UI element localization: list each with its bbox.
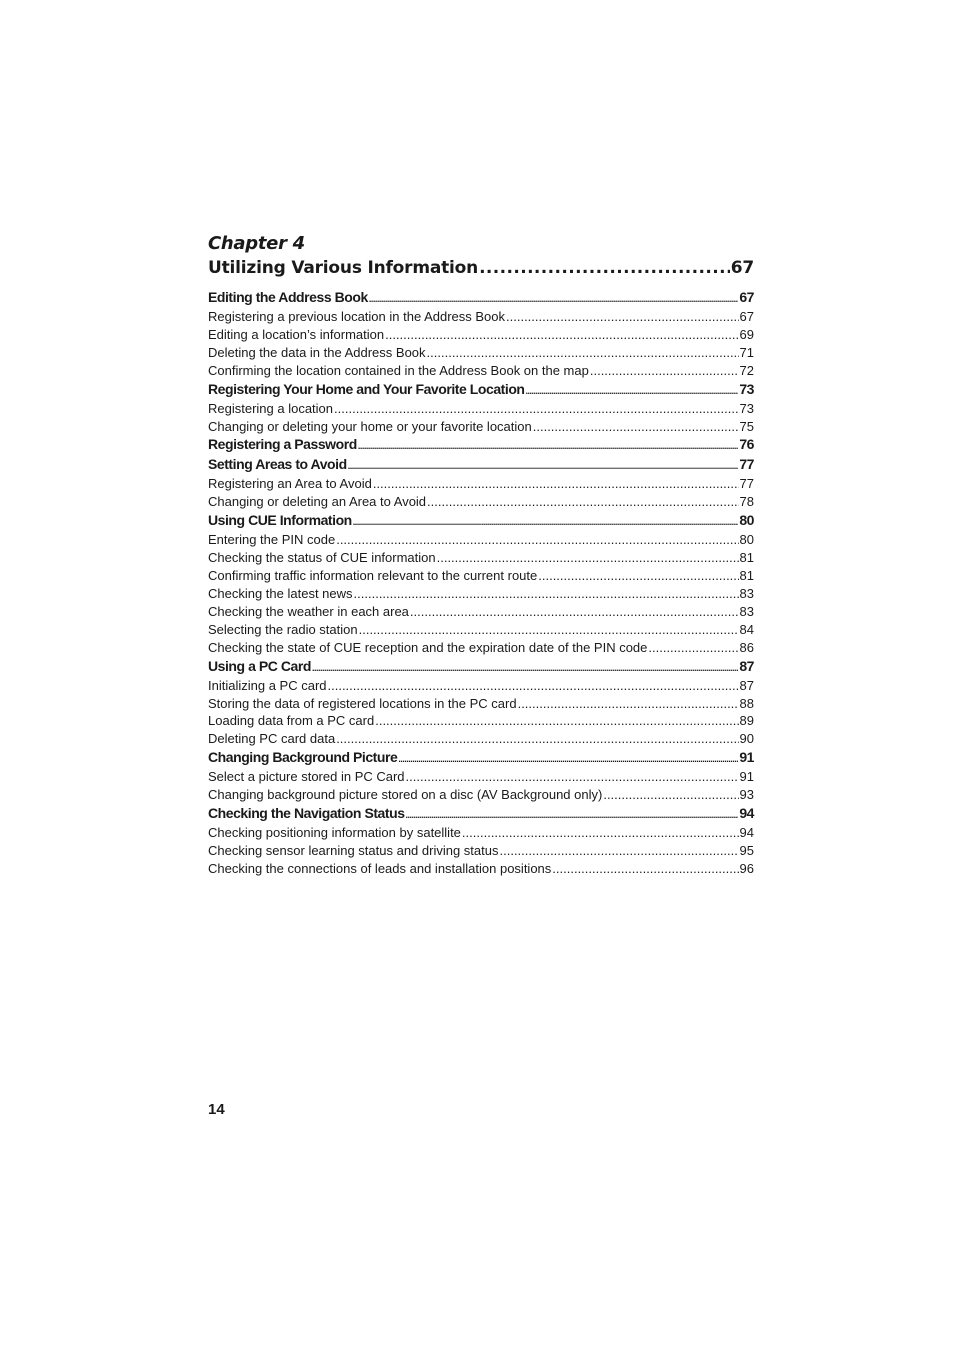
toc-item-title: Registering a location [208, 400, 334, 416]
dot-leader [358, 437, 738, 455]
toc-section-title: Editing the Address Book [208, 289, 368, 305]
dot-leader [427, 344, 739, 362]
dot-leader [312, 659, 738, 677]
dot-leader [506, 308, 739, 326]
toc-section-page-number: 67 [739, 289, 754, 305]
toc-item-page-number: 84 [739, 621, 754, 637]
toc-item-page-number: 83 [739, 603, 754, 619]
toc-item-title: Confirming traffic information relevant to the current route [208, 568, 538, 584]
dot-leader [353, 513, 739, 531]
toc-item-page-number: 94 [739, 825, 754, 841]
toc-section-title: Registering a Password [208, 436, 357, 453]
dot-leader [462, 824, 739, 842]
chapter-label: Chapter 4 [208, 233, 305, 254]
dot-leader [336, 730, 738, 748]
dot-leader [406, 806, 739, 824]
dot-leader [359, 621, 739, 639]
toc-section-page-number: 87 [739, 657, 754, 674]
toc-section [208, 804, 754, 824]
toc-item [208, 824, 754, 842]
toc-item-page-number: 93 [739, 787, 754, 803]
toc-item-page-number: 73 [739, 400, 754, 416]
toc-item [208, 677, 754, 695]
dot-leader [590, 362, 739, 380]
toc-item-title: Checking the state of CUE reception and the expiration date of the PIN code [208, 639, 648, 655]
toc-section [208, 288, 754, 308]
toc-item-title: Initializing a PC card [208, 677, 327, 693]
dot-leader [526, 382, 739, 400]
toc-section [208, 511, 754, 531]
toc-item-page-number: 87 [739, 677, 754, 693]
toc-item [208, 730, 754, 748]
toc-item-page-number: 71 [739, 344, 754, 360]
dot-leader [354, 585, 739, 603]
toc-item-title: Select a picture stored in PC Card [208, 769, 405, 785]
dot-leader [375, 712, 738, 730]
dot-leader [603, 786, 738, 804]
toc-item-page-number: 81 [739, 550, 754, 566]
toc-item [208, 418, 754, 436]
toc-section-page-number: 91 [739, 749, 754, 766]
toc-section-title: Setting Areas to Avoid [208, 456, 347, 473]
toc-item-page-number: 67 [739, 309, 754, 324]
dot-leader [373, 475, 739, 493]
toc-item [208, 768, 754, 786]
dot-leader [406, 768, 739, 786]
toc-section-page-number: 94 [739, 805, 754, 822]
toc-section [208, 748, 754, 768]
toc-item-page-number: 86 [739, 639, 754, 655]
toc-item-page-number: 72 [739, 362, 754, 378]
toc-section-page-number: 73 [739, 380, 754, 397]
toc-item [208, 493, 754, 511]
toc-item-title: Deleting PC card data [208, 731, 336, 747]
toc-item-title: Selecting the radio station [208, 621, 358, 637]
toc-section [208, 435, 754, 455]
toc-item-title: Changing or deleting an Area to Avoid [208, 494, 427, 510]
toc-item-title: Registering a previous location in the Address Book [208, 309, 506, 324]
chapter-title: Utilizing Various Information [208, 258, 479, 278]
toc-item-page-number: 81 [739, 568, 754, 584]
toc-item [208, 712, 754, 730]
toc-item-page-number: 90 [739, 731, 754, 747]
toc-item-page-number: 80 [739, 532, 754, 548]
toc-item-title: Changing background picture stored on a disc (AV Background only) [208, 787, 603, 803]
toc-item-page-number: 77 [739, 476, 754, 492]
toc-item-page-number: 83 [739, 585, 754, 601]
toc-section [208, 657, 754, 677]
toc-entries [208, 288, 754, 878]
toc-item [208, 621, 754, 639]
toc-item-page-number: 91 [739, 769, 754, 785]
dot-leader [328, 677, 739, 695]
toc-item-page-number: 69 [739, 326, 754, 342]
toc-item [208, 400, 754, 418]
dot-leader [410, 603, 739, 621]
toc-item [208, 585, 754, 603]
toc-item-title: Changing or deleting your home or your favorite location [208, 418, 532, 434]
toc-item [208, 549, 754, 567]
table-of-contents [208, 232, 754, 878]
toc-item [208, 362, 754, 380]
toc-item [208, 639, 754, 657]
toc-item-page-number: 88 [739, 695, 754, 711]
dot-leader [398, 750, 738, 768]
toc-item [208, 842, 754, 860]
toc-item-page-number: 96 [739, 860, 754, 876]
toc-item [208, 344, 754, 362]
toc-section-title: Using a PC Card [208, 657, 311, 674]
toc-section-title: Checking the Navigation Status [208, 805, 405, 822]
toc-item-title: Storing the data of registered locations in the PC card [208, 695, 517, 711]
toc-item-title: Checking the status of CUE information [208, 550, 436, 566]
toc-item-title: Deleting the data in the Address Book [208, 344, 426, 360]
chapter-page-number: 67 [730, 258, 754, 278]
toc-item [208, 603, 754, 621]
dot-leader [348, 457, 739, 475]
toc-item-title: Checking sensor learning status and driving status [208, 842, 499, 858]
toc-item-title: Registering an Area to Avoid [208, 476, 372, 492]
dot-leader [500, 842, 739, 860]
toc-item-page-number: 78 [739, 494, 754, 510]
toc-item-page-number: 89 [739, 713, 754, 729]
toc-item-title: Checking the latest news [208, 585, 353, 601]
dot-leader [552, 860, 738, 878]
toc-section [208, 380, 754, 400]
toc-section [208, 455, 754, 475]
dot-leader [518, 695, 739, 713]
dot-leader [533, 418, 739, 436]
dot-leader [385, 326, 738, 344]
dot-leader [334, 400, 739, 418]
toc-item [208, 308, 754, 326]
dot-leader [369, 290, 739, 308]
toc-item-page-number: 95 [739, 842, 754, 858]
toc-item-title: Checking the connections of leads and installation positions [208, 860, 552, 876]
toc-section-title: Registering Your Home and Your Favorite Location [208, 380, 525, 397]
toc-item [208, 326, 754, 344]
toc-item [208, 531, 754, 549]
toc-section-page-number: 76 [739, 436, 754, 453]
toc-item-page-number: 75 [739, 418, 754, 434]
dot-leader [437, 549, 739, 567]
toc-item-title: Entering the PIN code [208, 532, 336, 548]
toc-section-page-number: 80 [739, 512, 754, 529]
chapter-title-entry [208, 256, 754, 280]
dot-leader [479, 256, 730, 280]
toc-item-title: Confirming the location contained in the Address Book on the map [208, 362, 589, 378]
toc-section-title: Using CUE Information [208, 512, 352, 529]
toc-item [208, 567, 754, 585]
toc-item-title: Checking the weather in each area [208, 603, 409, 619]
toc-section-page-number: 77 [739, 456, 754, 473]
dot-leader [538, 567, 738, 585]
dot-leader [336, 531, 738, 549]
toc-item [208, 695, 754, 713]
toc-section-title: Changing Background Picture [208, 749, 398, 766]
toc-item-title: Editing a location’s information [208, 326, 385, 342]
toc-item-title: Checking positioning information by satellite [208, 825, 461, 841]
page-number: 14 [208, 1101, 225, 1118]
toc-item [208, 860, 754, 878]
dot-leader [427, 493, 738, 511]
toc-item-title: Loading data from a PC card [208, 713, 375, 729]
toc-item [208, 475, 754, 493]
dot-leader [648, 639, 738, 657]
toc-item [208, 786, 754, 804]
